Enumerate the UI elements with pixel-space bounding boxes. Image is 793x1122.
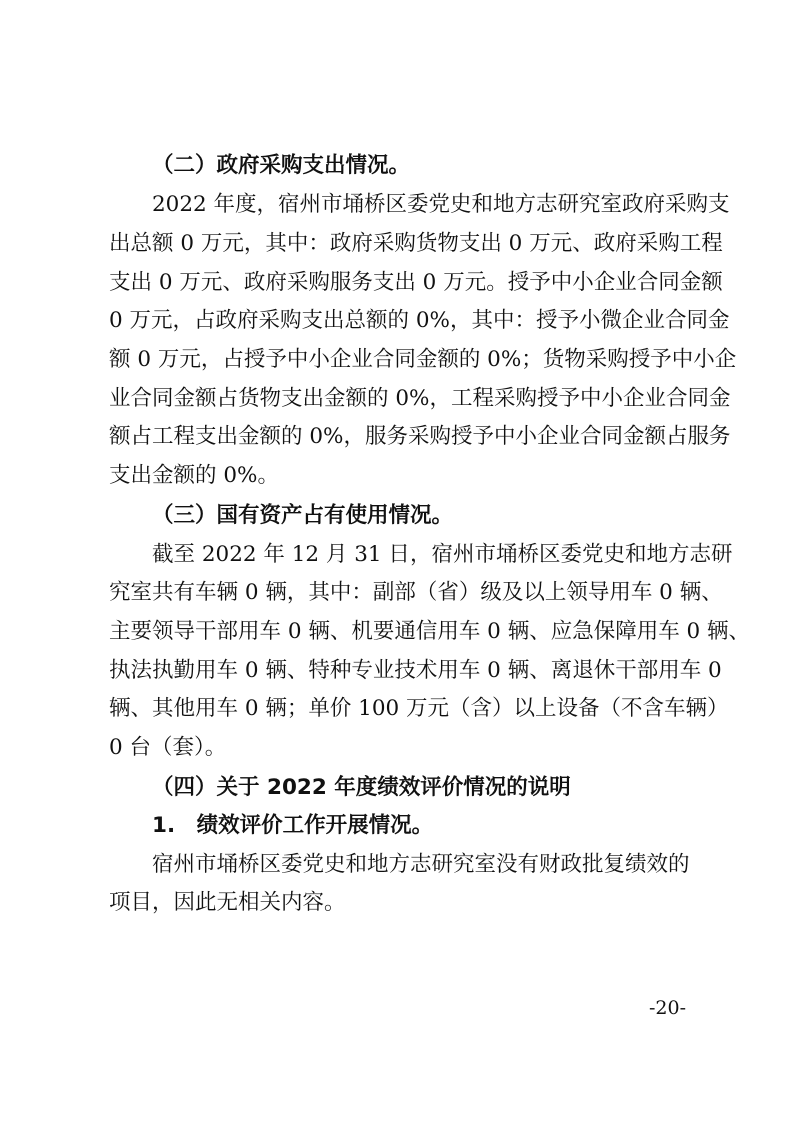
paragraph-line: 宿州市埇桥区委党史和地方志研究室没有财政批复绩效的: [152, 852, 690, 877]
paragraph-line: 0 万元，占政府采购支出总额的 0%，其中：授予小微企业合同金: [109, 308, 730, 333]
paragraph-line: 主要领导干部用车 0 辆、机要通信用车 0 辆、应急保障用车 0 辆、: [109, 619, 751, 644]
section-heading-procurement: （二）政府采购支出情况。: [152, 153, 411, 178]
section-heading-performance: （四）关于 2022 年度绩效评价情况的说明: [152, 775, 571, 800]
paragraph-line: 项目，因此无相关内容。: [109, 890, 346, 915]
paragraph-line: 支出 0 万元、政府采购服务支出 0 万元。授予中小企业合同金额: [109, 270, 723, 295]
subsection-heading: 1. 绩效评价工作开展情况。: [152, 813, 434, 838]
paragraph-line: 支出金额的 0%。: [109, 463, 279, 488]
paragraph-line: 额 0 万元，占授予中小企业合同金额的 0%；货物采购授予中小企: [109, 347, 737, 372]
paragraph-line: 截至 2022 年 12 月 31 日，宿州市埇桥区委党史和地方志研: [152, 542, 733, 567]
paragraph-line: 执法执勤用车 0 辆、特种专业技术用车 0 辆、离退休干部用车 0: [109, 658, 722, 683]
paragraph-line: 辆、其他用车 0 辆；单价 100 万元（含）以上设备（不含车辆）: [109, 696, 729, 721]
paragraph-line: 出总额 0 万元，其中：政府采购货物支出 0 万元、政府采购工程: [109, 231, 723, 256]
paragraph-line: 业合同金额占货物支出金额的 0%，工程采购授予中小企业合同金: [109, 386, 731, 411]
paragraph-line: 2022 年度，宿州市埇桥区委党史和地方志研究室政府采购支: [152, 192, 730, 217]
paragraph-line: 究室共有车辆 0 辆，其中：副部（省）级及以上领导用车 0 辆、: [109, 580, 723, 605]
paragraph-line: 额占工程支出金额的 0%，服务采购授予中小企业合同金额占服务: [109, 424, 731, 449]
paragraph-line: 0 台（套）。: [109, 735, 227, 760]
page-number: -20-: [649, 997, 687, 1019]
section-heading-state-assets: （三）国有资产占有使用情况。: [152, 503, 454, 528]
